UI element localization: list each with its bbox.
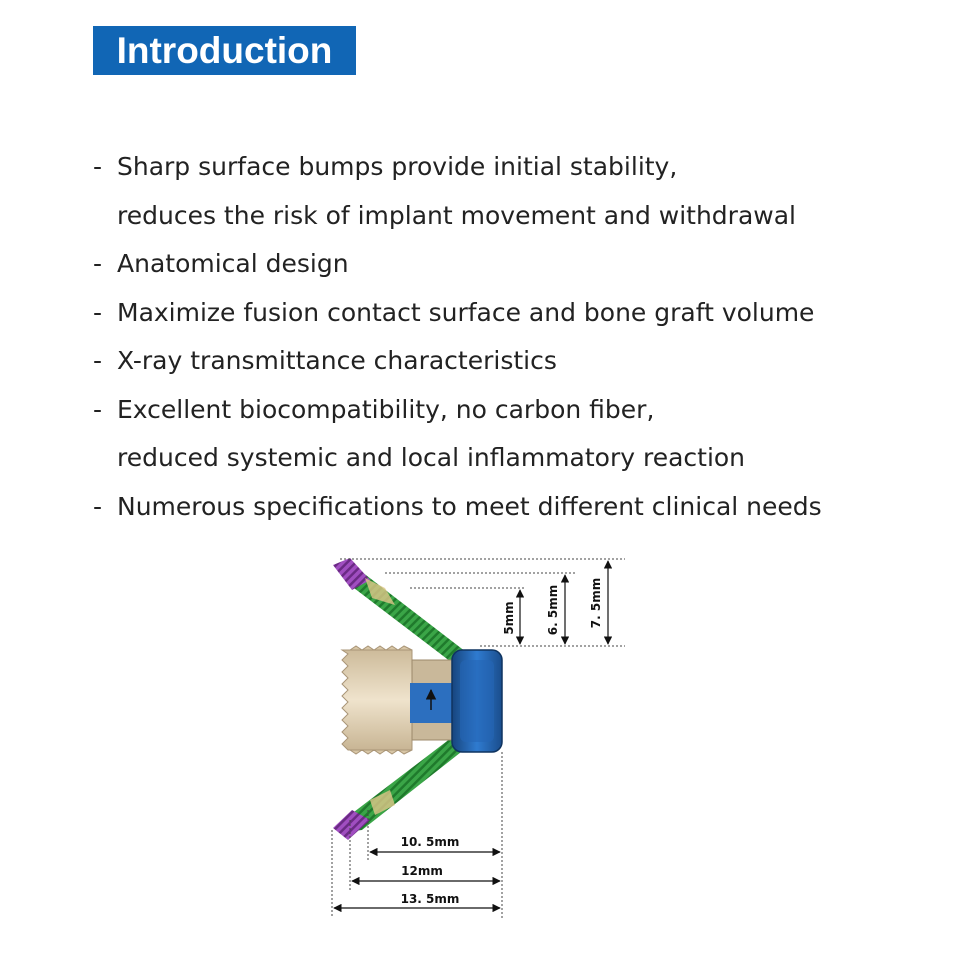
- bullet-text: Anatomical design: [117, 249, 349, 278]
- bullet-dash: -: [93, 394, 103, 424]
- bullet-dash: -: [93, 152, 103, 181]
- bullet-dash: -: [93, 346, 103, 375]
- list-item: [93, 143, 822, 240]
- list-item: [93, 483, 822, 532]
- bullet-text: X-ray transmittance characteristics: [117, 346, 557, 375]
- dim-label-10-5mm: 10. 5mm: [400, 835, 460, 849]
- feature-list: [93, 143, 822, 531]
- locking-plate: [452, 650, 502, 752]
- bullet-dash: -: [93, 491, 103, 521]
- bullet-dash: -: [93, 249, 103, 278]
- implant-diagram: [320, 548, 640, 928]
- list-item: [93, 337, 822, 386]
- dim-label-6-5mm: 6. 5mm: [546, 584, 560, 636]
- bullet-text: Numerous specifications to meet different clinical needs: [117, 491, 822, 521]
- list-item: [93, 289, 822, 338]
- bullet-dash: -: [93, 297, 103, 327]
- dim-label-5mm: 5mm: [502, 601, 516, 635]
- bullet-text: reduced systemic and local inflammatory reaction: [117, 443, 746, 472]
- bullet-text: Maximize fusion contact surface and bone graft volume: [117, 297, 815, 327]
- bullet-text: Excellent biocompatibility, no carbon fiber,: [117, 394, 655, 424]
- dim-label-12mm: 12mm: [401, 864, 443, 878]
- dim-label-7-5mm: 7. 5mm: [589, 577, 603, 629]
- list-item: [93, 240, 822, 289]
- dim-label-13-5mm: 13. 5mm: [400, 892, 460, 906]
- cage-body: [342, 646, 457, 754]
- list-item: [93, 386, 822, 483]
- bullet-text: Sharp surface bumps provide initial stability,: [117, 152, 678, 181]
- bullet-text: reduces the risk of implant movement and withdrawal: [117, 200, 796, 230]
- page-title: Introduction: [93, 26, 356, 75]
